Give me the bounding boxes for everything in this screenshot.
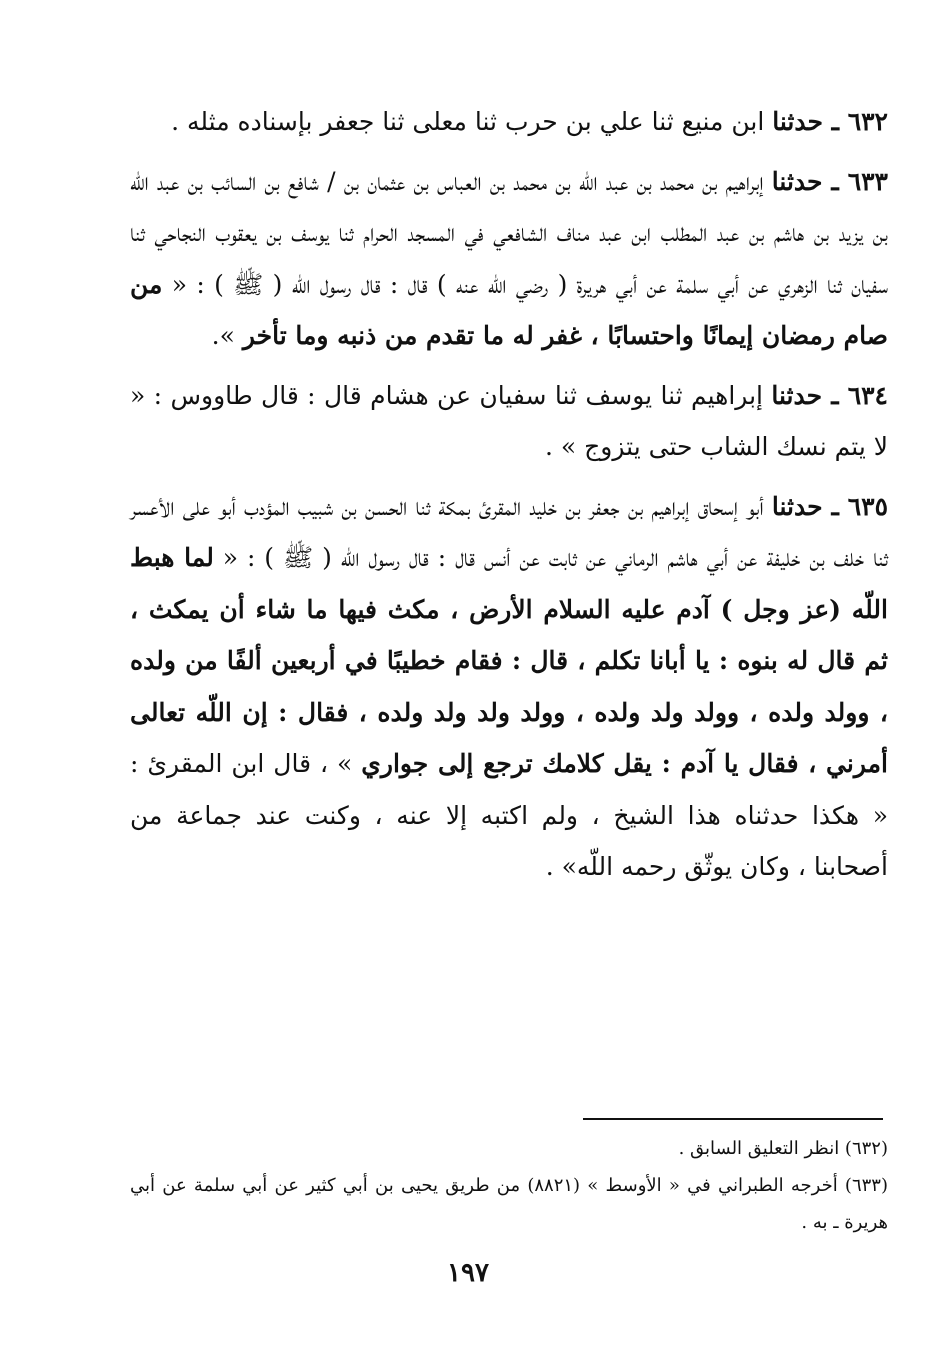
hadith-dash: ـ [822,491,848,521]
hadith-634 [130,370,888,473]
hadith-tail: » ، قال ابن المقرئ : « هكذا حدثناه هذا الشيخ ، ولم اكتبه إلا عنه ، وكنت عند جماعة من أصحابنا ، وكان يوثّق رحمه اللّه» . [130,749,888,881]
hadith-tail: ». [211,321,243,350]
hadith-number: ٦٣٥ [847,491,889,521]
hadith-635 [130,481,888,893]
footnotes [130,1130,888,1241]
hadith-number: ٦٣٤ [847,380,888,410]
hadith-matn: من صام رمضان إيمانًا واحتسابًا ، غفر له ما تقدم من ذنبه وما تأخر [130,269,888,350]
hadith-text: إبراهيم ثنا يوسف ثنا سفيان عن هشام قال : قال طاووس : « لا يتم نسك الشاب حتى يتزوج » . [130,380,888,461]
hadith-632 [130,96,888,148]
hadith-number: ٦٣٢ [847,107,888,136]
hadith-text: ابن منيع ثنا علي بن حرب ثنا معلى ثنا جعفر بإسناده مثله . [171,107,773,136]
hadith-633 [130,156,888,362]
main-text [130,96,888,901]
footnote-633: (٦٣٣) أخرجه الطبراني في « الأوسط » (٨٨٢١) من طريق يحيى بن أبي كثير عن أبي سلمة عن أبي هريرة ـ به . [130,1175,888,1233]
hadith-matn: لما هبط اللّه (عز وجل ) آدم عليه السلام الأرض ، مكث فيها ما شاء أن يمكث ، ثم قال له بنوه : يا أبانا تكلم ، قال : فقام خطيبًا في أربعين ألفًا من ولده ، وولد ولده ، وولد ولد ولده ، وولد ولد ولد ولده ، فقال : إن اللّه تعالى أمرني ، فقال يا آدم : يقل كلامك ترجع إلى جواري [130,543,888,778]
hadith-text: أبو إسحاق إبراهيم بن جعفر بن خليد المقرئ بمكة ثنا الحسن بن شبيب المؤدب أبو على الأعسر ثنا خلف بن خليفة عن أبي هاشم الرماني عن ثابت عن أنس قال : قال رسول اللّه ( ﷺ ) : « [130,491,888,572]
hadith-keyword: حدثنا [771,380,823,410]
footnote-632: (٦٣٢) انظر التعليق السابق . [678,1138,888,1159]
hadith-dash: ـ [822,107,848,136]
hadith-number: ٦٣٣ [847,166,888,196]
page-number: ١٩٧ [447,1258,489,1288]
footnote-separator [583,1118,883,1120]
hadith-dash: ـ [822,166,848,196]
hadith-dash: ـ [822,380,848,410]
hadith-keyword: حدثنا [771,166,823,196]
hadith-text: إبراهيم بن محمد بن عبد اللّه بن محمد بن العباس بن عثمان بن / شافع بن السائب بن عبد اللّه بن يزيد بن هاشم بن عبد المطلب ابن عبد مناف الشافعي في المسجد الحرام ثنا يوسف بن يعقوب النجاحي ثنا سفيان ثنا الزهري عن أبي سلمة عن أبي هريرة ( رضي اللّه عنه ) قال : قال رسول اللّه ( ﷺ ) : « [130,166,888,299]
hadith-keyword: حدثنا [771,491,823,521]
hadith-keyword: حدثنا [772,107,823,136]
